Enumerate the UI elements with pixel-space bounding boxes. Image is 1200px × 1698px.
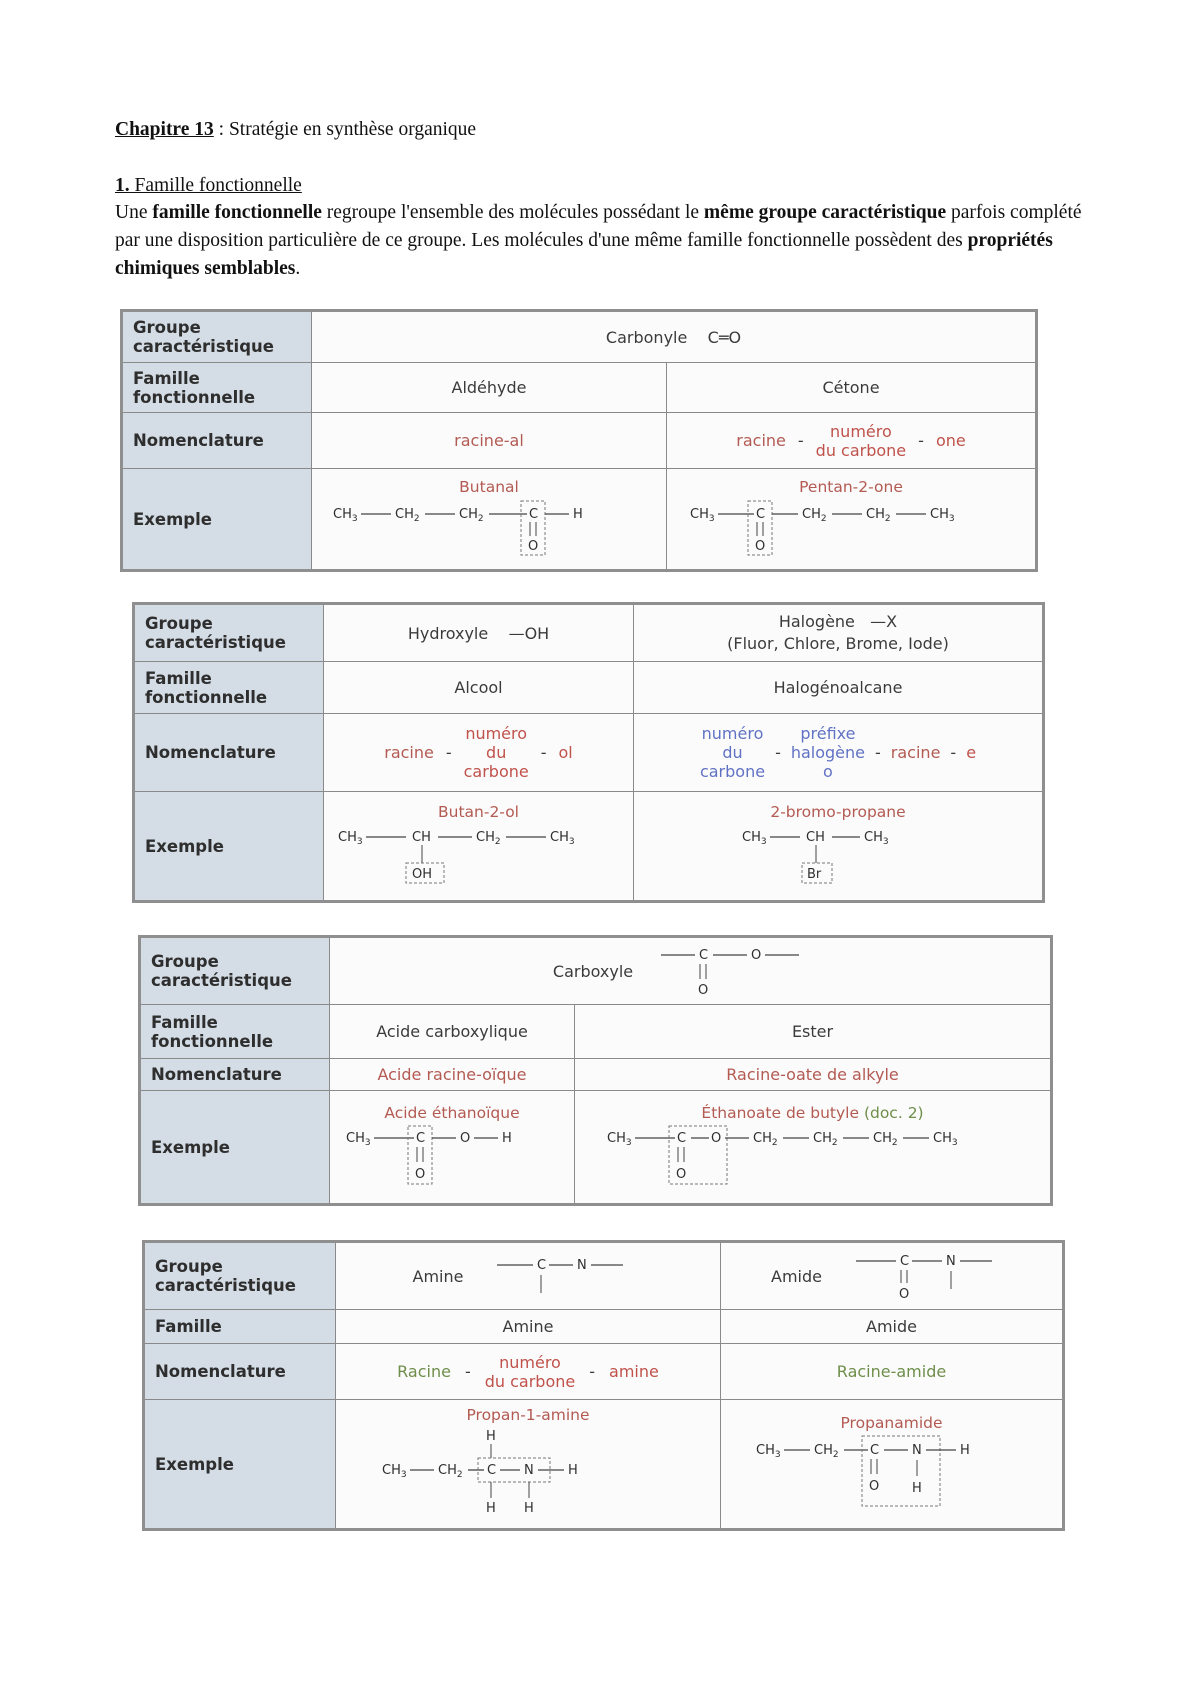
svg-text:H: H — [959, 1443, 970, 1458]
pentan-2-one-formula — [686, 498, 1016, 556]
svg-text:CH2: $CH_2$ — [872, 1131, 898, 1148]
groupe-hydroxyle: Hydroxyle —OH — [324, 604, 634, 662]
svg-text:CH3: $CH_3$ — [346, 1131, 371, 1148]
table-amine-amide — [142, 1240, 1065, 1531]
amide-formula — [852, 1247, 1012, 1305]
svg-text:C: C — [699, 948, 709, 963]
propan-1-amine-formula — [378, 1426, 678, 1518]
table-hydroxyle-halogene — [132, 602, 1045, 903]
2-bromo-propane-formula — [738, 823, 938, 885]
nom-amide: Racine-amide — [721, 1344, 1064, 1400]
amine-formula — [493, 1251, 643, 1301]
svg-text:C: C — [899, 1254, 910, 1269]
label-exemple: Exemple — [140, 1091, 330, 1205]
svg-text:H: H — [524, 1501, 534, 1516]
svg-text:CH2: $CH_2$ — [395, 507, 420, 524]
famille-aldehyde: Aldéhyde — [312, 363, 667, 413]
svg-text:CH: CH — [411, 830, 431, 845]
svg-text:CH2: $CH_2$ — [459, 507, 484, 524]
svg-text:CH: CH — [806, 830, 825, 845]
butanal-formula — [329, 498, 649, 556]
svg-text:O: O — [698, 983, 709, 998]
svg-text:Br: Br — [807, 867, 822, 882]
famille-ester: Ester — [575, 1005, 1052, 1059]
label-nomenclature: Nomenclature — [140, 1059, 330, 1091]
svg-text:O: O — [710, 1131, 721, 1146]
svg-text:H: H — [502, 1131, 512, 1146]
svg-text:O: O — [868, 1479, 879, 1494]
svg-text:N: N — [524, 1463, 534, 1478]
svg-text:CH2: $CH_2$ — [438, 1463, 463, 1480]
chapter-heading — [115, 116, 1105, 144]
ethanoate-de-butyle-formula — [603, 1124, 1023, 1186]
svg-text:CH3: $CH_3$ — [755, 1443, 781, 1460]
svg-text:O: O — [415, 1167, 426, 1182]
famille-cetone: Cétone — [667, 363, 1037, 413]
svg-text:CH3: $CH_3$ — [549, 830, 575, 847]
ex-propan-1-amine: Propan-1-amine H $CH_3$ $CH_2$ C N H H H — [336, 1400, 721, 1530]
svg-text:CH3: $CH_3$ — [333, 507, 358, 524]
groupe-amide: Amide C O N — [721, 1242, 1064, 1310]
ex-butan-2-ol: Butan-2-ol $CH_3$ CH OH $CH_2$ $CH_3$ — [324, 792, 634, 902]
label-nomenclature: Nomenclature — [134, 714, 324, 792]
svg-text:C: C — [537, 1258, 547, 1273]
ex-acide-ethanoique: Acide éthanoïque $CH_3$ C O O H — [330, 1091, 575, 1205]
label-groupe: Groupe caractéristique — [134, 604, 324, 662]
nom-halogenoalcane: numéro du carbone - préfixe halogène o - racine - e — [634, 714, 1044, 792]
svg-text:H: H — [486, 1501, 496, 1516]
label-famille: Famille fonctionnelle — [122, 363, 312, 413]
label-groupe: Groupe caractéristique — [140, 937, 330, 1005]
svg-text:CH3: $CH_3$ — [690, 507, 715, 524]
groupe-carboxyle: Carboxyle C O O — [330, 937, 1052, 1005]
propanamide-formula — [752, 1434, 1032, 1510]
ex-propanamide: Propanamide $CH_3$ $CH_2$ C O N H H — [721, 1400, 1064, 1530]
famille-amide: Amide — [721, 1310, 1064, 1344]
groupe-carbonyle: Carbonyle C═O — [312, 311, 1037, 363]
svg-text:CH2: $CH_2$ — [752, 1131, 778, 1148]
label-nomenclature: Nomenclature — [144, 1344, 336, 1400]
label-exemple: Exemple — [122, 469, 312, 571]
svg-text:CH2: $CH_2$ — [812, 1131, 838, 1148]
svg-text:C: C — [676, 1131, 686, 1146]
svg-text:C: C — [416, 1131, 426, 1146]
nom-cetone: racine - numéro du carbone - one — [667, 413, 1037, 469]
svg-text:N: N — [911, 1443, 922, 1458]
nom-acide: Acide racine-oïque — [330, 1059, 575, 1091]
label-famille: Famille — [144, 1310, 336, 1344]
svg-text:N: N — [945, 1254, 956, 1269]
nom-amine: Racine - numéro du carbone - amine — [336, 1344, 721, 1400]
svg-text:H: H — [568, 1463, 578, 1478]
table-carboxyle — [138, 935, 1053, 1206]
svg-text:CH3: $CH_3$ — [930, 507, 955, 524]
table-carbonyle — [120, 309, 1038, 572]
acide-ethanoique-formula — [342, 1124, 562, 1186]
svg-text:CH3: $CH_3$ — [742, 830, 767, 847]
groupe-halogene: Halogène —X (Fluor, Chlore, Brome, Iode) — [634, 604, 1044, 662]
svg-text:N: N — [577, 1258, 588, 1273]
ex-ethanoate-de-butyle: Éthanoate de butyle (doc. 2) $CH_3$ C O O $CH_2$ $CH_2$ $CH_2$ $CH_3$ — [575, 1091, 1052, 1205]
svg-text:CH3: $CH_3$ — [932, 1131, 958, 1148]
ex-2-bromo-propane: 2-bromo-propane $CH_3$ CH Br $CH_3$ — [634, 792, 1044, 902]
svg-text:CH3: $CH_3$ — [382, 1463, 407, 1480]
svg-text:CH3: $CH_3$ — [606, 1131, 632, 1148]
famille-amine: Amine — [336, 1310, 721, 1344]
label-nomenclature: Nomenclature — [122, 413, 312, 469]
famille-halogenoalcane: Halogénoalcane — [634, 662, 1044, 714]
svg-text:H: H — [573, 507, 583, 522]
svg-text:H: H — [911, 1481, 922, 1496]
ex-butanal: Butanal $CH_3$ $CH_2$ $CH_2$ C O H — [312, 469, 667, 571]
carboxyle-formula — [657, 941, 827, 1001]
butan-2-ol-formula — [334, 823, 624, 885]
label-exemple: Exemple — [144, 1400, 336, 1530]
svg-text:O: O — [751, 948, 762, 963]
section-heading — [115, 172, 1105, 200]
svg-text:O: O — [755, 539, 766, 554]
svg-text:CH2: $CH_2$ — [813, 1443, 839, 1460]
nom-ester: Racine-oate de alkyle — [575, 1059, 1052, 1091]
svg-text:H: H — [486, 1429, 496, 1444]
svg-text:CH3: $CH_3$ — [337, 830, 363, 847]
svg-text:C: C — [487, 1463, 497, 1478]
label-groupe: Groupe caractéristique — [122, 311, 312, 363]
svg-text:CH3: $CH_3$ — [864, 830, 889, 847]
svg-text:O: O — [460, 1131, 471, 1146]
groupe-amine: Amine C N — [336, 1242, 721, 1310]
svg-text:CH2: $CH_2$ — [866, 507, 891, 524]
chapter-title: : Stratégie en synthèse organique — [213, 119, 477, 140]
intro-paragraph: Une famille fonctionnelle regroupe l'ensemble des molécules possédant le même groupe caractéristique parfois complété par une disposition particulière de ce groupe. Les molécules d'une même famille fonctionnelle possèdent des propriétés chimiques semblables. — [115, 202, 1082, 279]
svg-text:O: O — [528, 539, 539, 554]
famille-acide-carboxylique: Acide carboxylique — [330, 1005, 575, 1059]
famille-alcool: Alcool — [324, 662, 634, 714]
svg-text:C: C — [869, 1443, 879, 1458]
section-number: 1. — [115, 175, 130, 196]
label-famille: Famille fonctionnelle — [140, 1005, 330, 1059]
section-title-text: Famille fonctionnelle — [129, 175, 302, 196]
svg-text:C: C — [529, 507, 539, 522]
label-exemple: Exemple — [134, 792, 324, 902]
nom-alcool: racine - numéro du carbone - ol — [324, 714, 634, 792]
label-groupe: Groupe caractéristique — [144, 1242, 336, 1310]
svg-text:C: C — [756, 507, 766, 522]
svg-text:OH: OH — [411, 867, 432, 882]
svg-text:CH2: $CH_2$ — [475, 830, 501, 847]
svg-text:O: O — [898, 1287, 910, 1302]
svg-text:CH2: $CH_2$ — [802, 507, 827, 524]
section-title — [115, 175, 302, 196]
nom-aldehyde: racine-al — [312, 413, 667, 469]
svg-text:O: O — [675, 1167, 686, 1182]
label-famille: Famille fonctionnelle — [134, 662, 324, 714]
ex-pentan-2-one: Pentan-2-one $CH_3$ C O $CH_2$ $CH_2$ $CH_3$ — [667, 469, 1037, 571]
chapter-label: Chapitre 13 — [115, 119, 214, 140]
